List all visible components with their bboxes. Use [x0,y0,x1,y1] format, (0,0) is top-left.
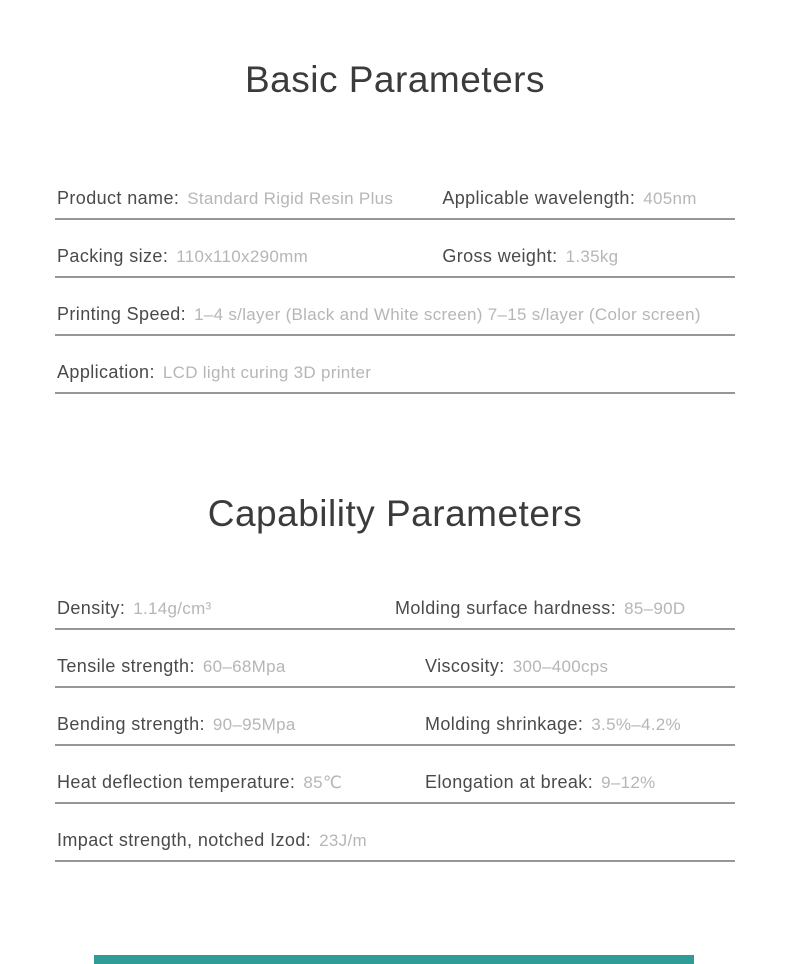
spec-cell [395,656,608,677]
spec-value: 300–400cps [512,657,609,676]
spec-label: Product name: [57,188,180,208]
spec-value: 1.35kg [565,247,619,266]
spec-value: 90–95Mpa [212,715,296,734]
spec-label: Printing Speed: [57,304,187,324]
spec-row-product-wavelength [55,162,735,220]
spec-label: Impact strength, notched Izod: [57,830,312,850]
spec-cell [442,246,618,267]
spec-row-impact-strength [55,804,735,862]
spec-value: 23J/m [319,831,367,850]
spec-label: Application: [57,362,155,382]
spec-cell [57,772,395,793]
spec-value: 60–68Mpa [202,657,286,676]
spec-cell [57,362,733,383]
spec-value: Standard Rigid Resin Plus [187,189,394,208]
spec-value: 1.14g/cm³ [133,599,212,618]
spec-label: Gross weight: [442,246,558,266]
spec-label: Applicable wavelength: [442,188,636,208]
spec-cell [442,188,696,209]
spec-row-application [55,336,735,394]
spec-row-density-hardness [55,572,735,630]
spec-label: Molding surface hardness: [395,598,617,618]
spec-label: Bending strength: [57,714,205,734]
spec-value: 85℃ [303,773,343,792]
spec-cell [57,714,395,735]
spec-cell [57,830,733,851]
spec-value: 110x110x290mm [176,247,309,266]
accent-bar [94,955,694,964]
spec-cell [395,598,685,619]
spec-value: 85–90D [624,599,686,618]
spec-row-printing-speed [55,278,735,336]
spec-value: LCD light curing 3D printer [162,363,372,382]
spec-cell [57,598,395,619]
spec-label: Tensile strength: [57,656,195,676]
spec-cell [57,188,442,209]
spec-row-bending-shrinkage [55,688,735,746]
spec-label: Elongation at break: [425,772,594,792]
capability-spec-rows [55,572,735,862]
spec-label: Molding shrinkage: [425,714,584,734]
spec-cell [57,304,733,325]
basic-section-title: Basic Parameters [245,59,545,100]
spec-value: 1–4 s/layer (Black and White screen) 7–15 s/layer (Color screen) [194,305,701,324]
capability-section-title: Capability Parameters [207,493,583,534]
spec-value: 9–12% [601,773,656,792]
spec-cell [57,246,442,267]
spec-label: Viscosity: [425,656,505,676]
spec-label: Heat deflection temperature: [57,772,296,792]
spec-row-packing-weight [55,220,735,278]
spec-row-tensile-viscosity [55,630,735,688]
spec-label: Density: [57,598,126,618]
spec-label: Packing size: [57,246,169,266]
basic-spec-rows [55,162,735,394]
spec-row-heat-elongation [55,746,735,804]
spec-cell [395,772,656,793]
spec-cell [395,714,681,735]
spec-value: 3.5%–4.2% [591,715,681,734]
spec-cell [57,656,395,677]
spec-value: 405nm [643,189,697,208]
